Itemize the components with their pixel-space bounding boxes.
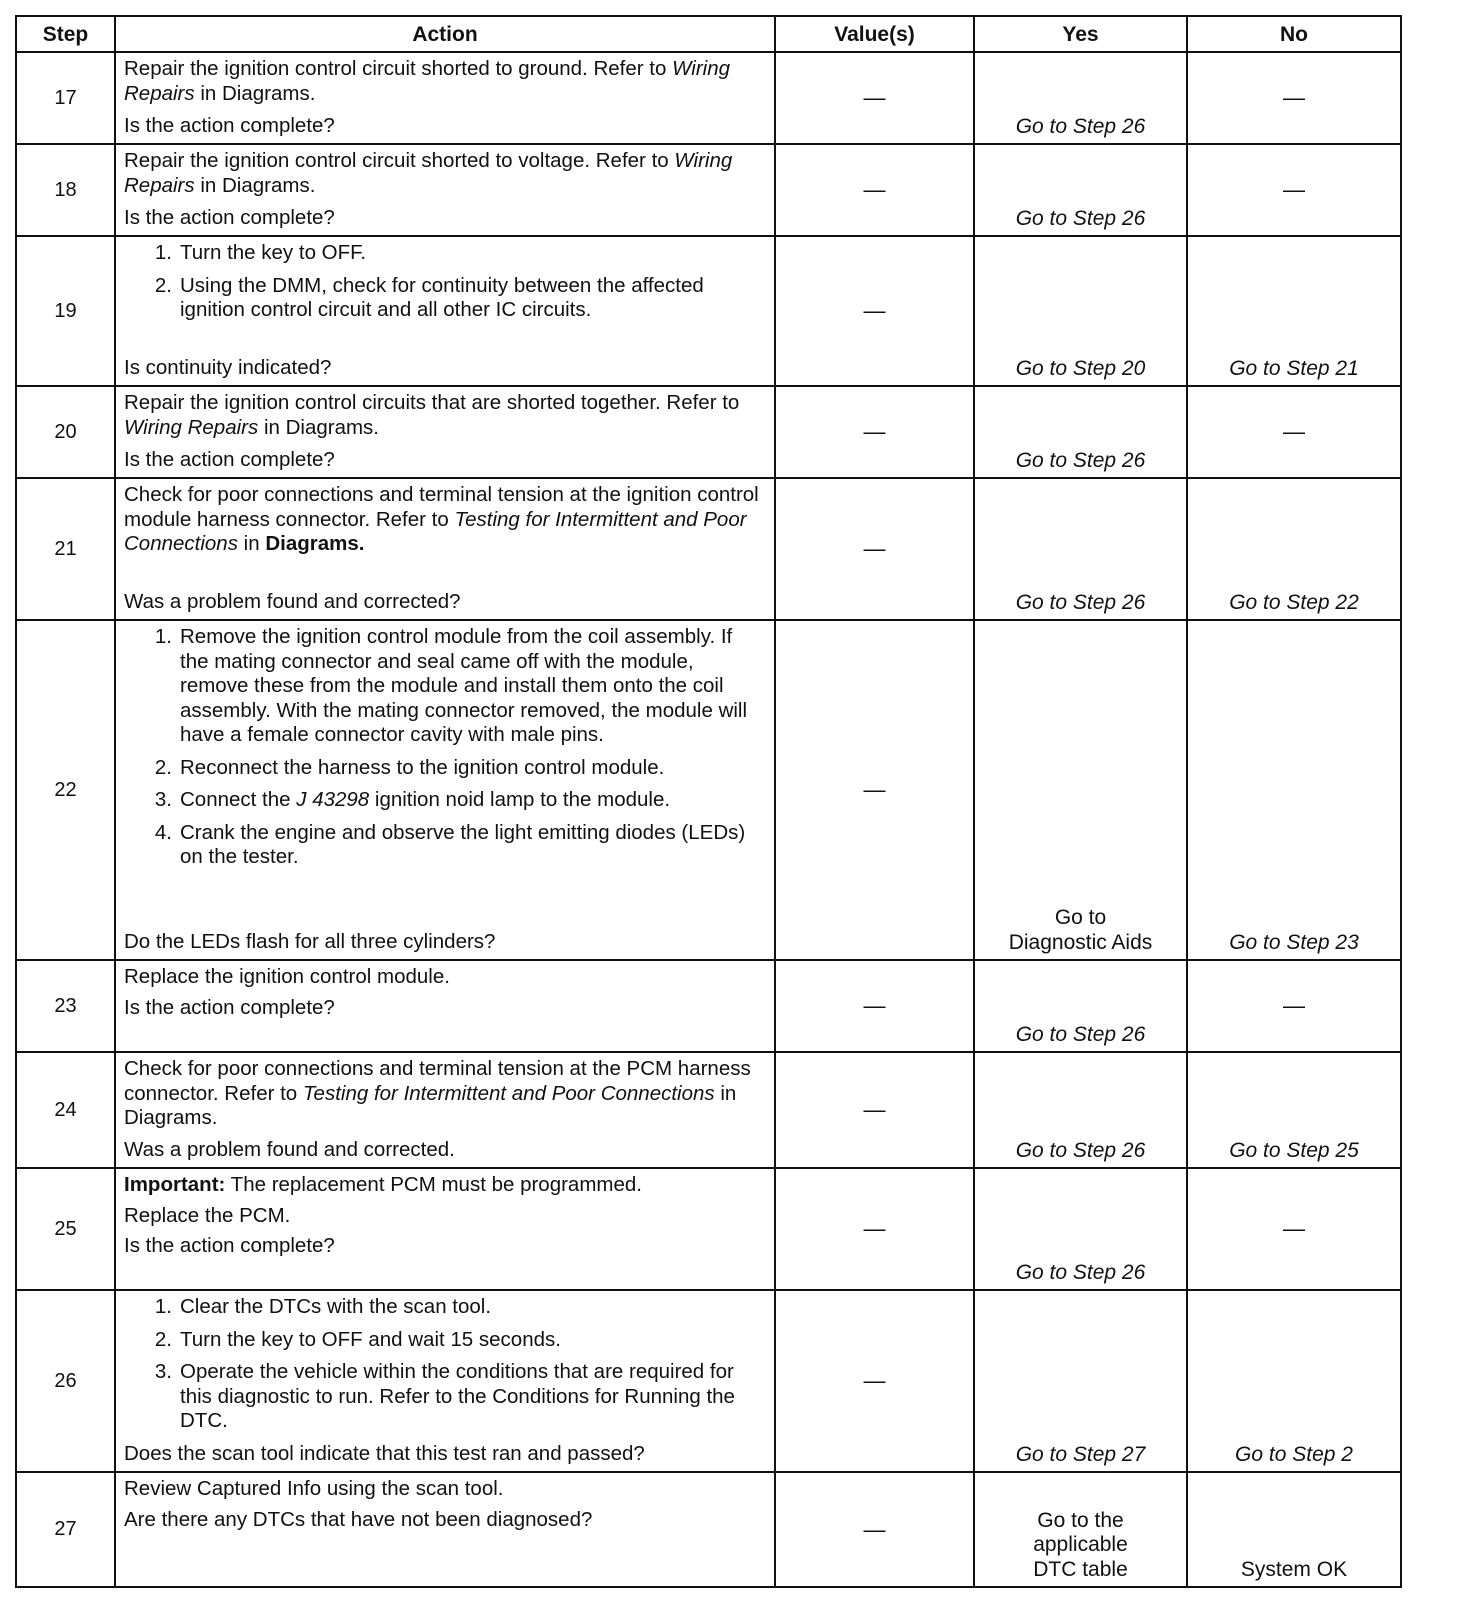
text-span: Is the action complete? <box>124 1234 335 1257</box>
step-index: 2. <box>154 273 172 297</box>
text-span: Repair the ignition control circuits that are shorted together. Refer to <box>124 391 740 414</box>
no-result: Go to Step 21 <box>1229 356 1359 380</box>
text-span: Check for poor connections and terminal tension at the ignition control module harness connector. Refer to <box>124 483 759 531</box>
yes-result: Go to Step 20 <box>1015 356 1146 380</box>
step-number: 22 <box>16 620 115 960</box>
header-row <box>16 16 1401 52</box>
action-question: Is the action complete? <box>124 205 335 229</box>
text-span: Reconnect the harness to the ignition control module. <box>180 755 665 779</box>
table-row <box>16 620 1401 960</box>
step-index: 2. <box>154 755 172 779</box>
action-text <box>124 57 766 106</box>
step-number: 27 <box>16 1472 115 1587</box>
header-step: Step <box>16 16 115 52</box>
no-cell <box>1187 1290 1401 1472</box>
no-cell <box>1187 620 1401 960</box>
action-cell <box>115 1052 775 1168</box>
action-content <box>124 1057 766 1162</box>
text-span: ignition noid lamp to the module. <box>369 788 671 811</box>
step-number: 17 <box>16 52 115 144</box>
yes-result: Go to Step 26 <box>1015 1022 1146 1046</box>
text-span: Repair the ignition control circuit shorted to voltage. Refer to <box>124 149 675 172</box>
value-cell: — <box>775 1472 974 1587</box>
step-number: 19 <box>16 236 115 386</box>
no-cell <box>1187 144 1401 236</box>
step-index: 3. <box>154 788 172 811</box>
value-cell: — <box>775 620 974 960</box>
action-paragraph <box>124 1204 766 1229</box>
action-cell <box>115 1472 775 1587</box>
value-cell: — <box>775 1168 974 1290</box>
action-text <box>124 391 766 440</box>
procedure-step <box>124 241 766 266</box>
text-span: Is the action complete? <box>124 995 335 1019</box>
action-question: Does the scan tool indicate that this test ran and passed? <box>124 1441 645 1465</box>
step-text <box>180 1295 766 1320</box>
no-result: — <box>1283 992 1305 1018</box>
table-body <box>16 52 1401 1587</box>
yes-cell <box>974 52 1187 144</box>
action-text <box>124 1057 766 1131</box>
procedure-steps <box>124 1295 766 1434</box>
no-cell <box>1187 1052 1401 1168</box>
step-number: 18 <box>16 144 115 236</box>
no-result: Go to Step 23 <box>1229 930 1359 954</box>
action-question: Do the LEDs flash for all three cylinders? <box>124 929 496 953</box>
action-content <box>124 241 766 380</box>
no-result: Go to Step 22 <box>1229 590 1359 614</box>
header-no: No <box>1187 16 1401 52</box>
action-cell <box>115 960 775 1052</box>
procedure-steps <box>124 241 766 323</box>
no-result: Go to Step 2 <box>1235 1442 1353 1466</box>
step-text <box>180 625 766 748</box>
step-index: 3. <box>154 1360 172 1383</box>
no-result: Go to Step 25 <box>1229 1138 1359 1162</box>
value-cell: — <box>775 52 974 144</box>
procedure-step <box>124 1328 766 1353</box>
text-span: The replacement PCM must be programmed. <box>225 1173 642 1196</box>
value-cell: — <box>775 144 974 236</box>
procedure-step <box>124 625 766 748</box>
action-cell <box>115 1290 775 1472</box>
yes-result: Go to Step 26 <box>1015 206 1146 230</box>
action-paragraph <box>124 996 766 1021</box>
no-cell <box>1187 52 1401 144</box>
action-paragraph <box>124 1234 766 1259</box>
step-index: 1. <box>154 1295 172 1318</box>
procedure-step <box>124 788 766 813</box>
procedure-step <box>124 1295 766 1320</box>
step-text <box>180 1360 766 1434</box>
action-paragraph <box>124 1477 766 1502</box>
step-index: 2. <box>154 1327 172 1351</box>
action-paragraph <box>124 1508 766 1533</box>
text-span: Turn the key to OFF. <box>180 241 367 264</box>
table-row <box>16 478 1401 620</box>
step-number: 24 <box>16 1052 115 1168</box>
procedure-steps <box>124 625 766 870</box>
text-span: in Diagrams. <box>258 415 380 439</box>
value-cell: — <box>775 960 974 1052</box>
no-cell <box>1187 960 1401 1052</box>
table-row <box>16 236 1401 386</box>
step-text <box>180 274 766 323</box>
italic-ref: Wiring Repairs <box>124 415 259 439</box>
action-text <box>124 149 766 198</box>
action-content <box>124 483 766 614</box>
table-row <box>16 1052 1401 1168</box>
table-row <box>16 386 1401 478</box>
text-span: in Diagrams. <box>194 81 316 105</box>
header-action: Action <box>115 16 775 52</box>
no-cell <box>1187 1472 1401 1587</box>
action-cell <box>115 144 775 236</box>
action-content <box>124 391 766 472</box>
no-cell <box>1187 386 1401 478</box>
step-index: 4. <box>154 820 172 844</box>
yes-cell <box>974 478 1187 620</box>
table-row <box>16 1168 1401 1290</box>
action-text <box>124 483 766 557</box>
header-values: Value(s) <box>775 16 974 52</box>
step-number: 20 <box>16 386 115 478</box>
no-result: — <box>1283 176 1305 202</box>
italic-ref: Wiring Repairs <box>124 149 733 197</box>
text-span: Remove the ignition control module from the coil assembly. If the mating connector and seal came off with the module, remove these from the module and install them onto the coil assembly. With the mating connector removed, the module will have a female connector cavity with male pins. <box>180 625 748 746</box>
step-text <box>180 788 766 813</box>
action-content <box>124 57 766 138</box>
text-span: Review Captured Info using the scan tool. <box>124 1477 504 1500</box>
action-question: Was a problem found and corrected. <box>124 1137 455 1161</box>
diagnostic-table <box>15 15 1402 1588</box>
step-text <box>180 821 766 870</box>
yes-result: Go to Step 27 <box>1015 1442 1146 1466</box>
italic-ref: J 43298 <box>296 788 370 811</box>
action-content <box>124 965 766 1046</box>
bold-text: Diagrams. <box>265 532 365 555</box>
yes-result: Go to Step 26 <box>1015 1138 1146 1162</box>
text-span: Clear the DTCs with the scan tool. <box>180 1295 492 1318</box>
value-cell: — <box>775 1052 974 1168</box>
text-span: Operate the vehicle within the conditions that are required for this diagnostic to run. Refer to the Conditions for Running the DTC. <box>180 1360 735 1432</box>
yes-cell <box>974 1168 1187 1290</box>
step-index: 1. <box>154 241 172 264</box>
action-cell <box>115 620 775 960</box>
yes-cell <box>974 960 1187 1052</box>
step-number: 21 <box>16 478 115 620</box>
no-cell <box>1187 1168 1401 1290</box>
text-span: Replace the ignition control module. <box>124 965 450 988</box>
step-number: 26 <box>16 1290 115 1472</box>
text-span: in Diagrams. <box>124 1081 737 1129</box>
step-number: 23 <box>16 960 115 1052</box>
text-span: Replace the PCM. <box>124 1203 291 1227</box>
value-cell: — <box>775 1290 974 1472</box>
yes-result: Go to Step 26 <box>1015 1260 1146 1284</box>
header-yes: Yes <box>974 16 1187 52</box>
bold-text: Important: <box>124 1173 226 1196</box>
yes-result: Go to the applicable DTC table <box>1033 1508 1128 1581</box>
value-cell: — <box>775 386 974 478</box>
italic-ref: Testing for Intermittent and Poor Connections <box>124 507 747 555</box>
step-index: 1. <box>154 625 172 648</box>
text-span: in <box>237 532 266 555</box>
text-span: Check for poor connections and terminal tension at the PCM harness connector. Refer to <box>124 1057 751 1105</box>
table-row <box>16 1290 1401 1472</box>
no-cell <box>1187 236 1401 386</box>
action-content <box>124 149 766 230</box>
value-cell: — <box>775 478 974 620</box>
italic-ref: Wiring Repairs <box>124 57 731 105</box>
action-cell <box>115 236 775 386</box>
text-span: Are there any DTCs that have not been diagnosed? <box>124 1507 593 1531</box>
text-span: Turn the key to OFF and wait 15 seconds. <box>180 1327 561 1351</box>
table-row <box>16 52 1401 144</box>
step-number: 25 <box>16 1168 115 1290</box>
action-question: Is the action complete? <box>124 113 335 137</box>
yes-cell <box>974 144 1187 236</box>
action-cell <box>115 1168 775 1290</box>
action-content <box>124 1477 766 1581</box>
italic-ref: Testing for Intermittent and Poor Connections <box>302 1081 715 1105</box>
text-span: Crank the engine and observe the light emitting diodes (LEDs) on the tester. <box>180 820 746 868</box>
step-text <box>180 756 766 781</box>
no-cell <box>1187 478 1401 620</box>
action-content <box>124 1173 766 1284</box>
procedure-step <box>124 274 766 323</box>
yes-cell <box>974 386 1187 478</box>
action-paragraph <box>124 965 766 990</box>
no-result: — <box>1283 1215 1305 1241</box>
procedure-step <box>124 821 766 870</box>
table-row <box>16 144 1401 236</box>
action-content <box>124 1295 766 1466</box>
yes-cell <box>974 236 1187 386</box>
yes-cell <box>974 1290 1187 1472</box>
step-text <box>180 1328 766 1353</box>
yes-result: Go to Step 26 <box>1015 114 1146 138</box>
yes-cell <box>974 1472 1187 1587</box>
action-content <box>124 625 766 954</box>
step-text <box>180 241 766 266</box>
yes-cell <box>974 620 1187 960</box>
text-span: Connect the <box>180 788 297 811</box>
no-result: — <box>1283 84 1305 110</box>
no-result: — <box>1283 418 1305 444</box>
action-cell <box>115 478 775 620</box>
yes-result: Go to Diagnostic Aids <box>1008 906 1153 954</box>
action-cell <box>115 386 775 478</box>
action-question: Is the action complete? <box>124 447 335 471</box>
value-cell: — <box>775 236 974 386</box>
text-span: Repair the ignition control circuit shorted to ground. Refer to <box>124 57 673 80</box>
procedure-step <box>124 756 766 781</box>
action-paragraph <box>124 1173 766 1198</box>
yes-result: Go to Step 26 <box>1015 448 1146 472</box>
table-row <box>16 960 1401 1052</box>
action-cell <box>115 52 775 144</box>
no-result: System OK <box>1240 1557 1348 1581</box>
text-span: in Diagrams. <box>194 173 316 197</box>
action-question: Was a problem found and corrected? <box>124 589 461 613</box>
action-question: Is continuity indicated? <box>124 355 332 379</box>
yes-result: Go to Step 26 <box>1015 590 1146 614</box>
text-span: Using the DMM, check for continuity between the affected ignition control circuit and all other IC circuits. <box>180 273 704 321</box>
table-row <box>16 1472 1401 1587</box>
procedure-step <box>124 1360 766 1434</box>
yes-cell <box>974 1052 1187 1168</box>
